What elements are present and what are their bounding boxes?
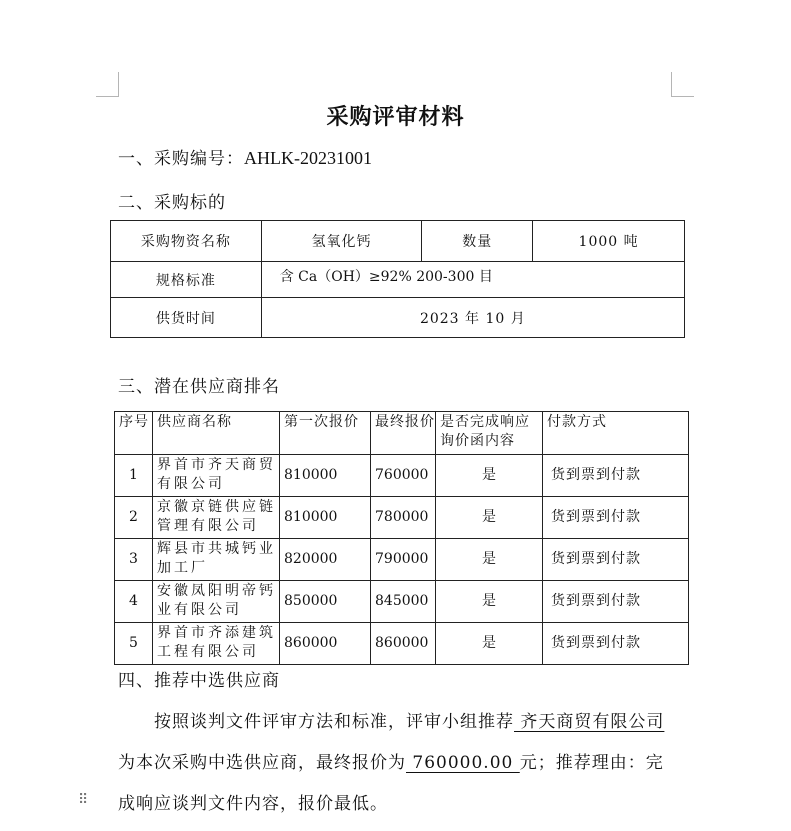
header-cell: 最终报价 bbox=[371, 412, 436, 455]
section-procurement-number bbox=[118, 144, 372, 169]
response-complete-cell: 是 bbox=[436, 497, 543, 539]
table-row bbox=[115, 497, 689, 539]
quantity-value: 1000 吨 bbox=[533, 221, 685, 262]
payment-method-cell: 货到票到付款 bbox=[543, 497, 689, 539]
section-label: 一、采购编号： bbox=[118, 149, 244, 169]
first-quote-cell: 810000 bbox=[280, 455, 371, 497]
supplier-name-cell: 界首市齐天商贸有限公司 bbox=[153, 455, 280, 497]
header-cell: 第一次报价 bbox=[280, 412, 371, 455]
page-corner-mark-top-right bbox=[671, 72, 694, 97]
response-complete-cell: 是 bbox=[436, 581, 543, 623]
drag-handle-icon[interactable]: ⠿ bbox=[78, 792, 89, 808]
first-quote-cell: 860000 bbox=[280, 623, 371, 665]
rank-cell: 1 bbox=[115, 455, 153, 497]
payment-method-cell: 货到票到付款 bbox=[543, 581, 689, 623]
table-row bbox=[111, 298, 685, 338]
spec-label: 规格标准 bbox=[111, 262, 262, 298]
table-row bbox=[115, 623, 689, 665]
final-quote-cell: 790000 bbox=[371, 539, 436, 581]
rank-cell: 4 bbox=[115, 581, 153, 623]
spec-value: 含 Ca（OH）≥92% 200-300 目 bbox=[261, 262, 684, 298]
final-quote-cell: 860000 bbox=[371, 623, 436, 665]
payment-method-cell: 货到票到付款 bbox=[543, 455, 689, 497]
header-cell: 供应商名称 bbox=[153, 412, 280, 455]
quantity-label: 数量 bbox=[422, 221, 533, 262]
payment-method-cell: 货到票到付款 bbox=[543, 539, 689, 581]
rank-cell: 3 bbox=[115, 539, 153, 581]
final-price: 760000.00 bbox=[406, 753, 520, 773]
supplier-table bbox=[114, 411, 689, 665]
section-procurement-item: 二、采购标的 bbox=[118, 193, 226, 213]
item-name-label: 采购物资名称 bbox=[111, 221, 262, 262]
table-row bbox=[115, 539, 689, 581]
page-corner-mark-top-left bbox=[96, 72, 119, 97]
payment-method-cell: 货到票到付款 bbox=[543, 623, 689, 665]
item-table bbox=[110, 220, 685, 338]
recommendation-text: 为本次采购中选供应商，最终报价为 bbox=[118, 753, 406, 773]
supplier-name-cell: 安徽凤阳明帝钙业有限公司 bbox=[153, 581, 280, 623]
section-supplier-ranking: 三、潜在供应商排名 bbox=[118, 377, 280, 397]
document-title: 采购评审材料 bbox=[326, 105, 465, 130]
header-cell: 付款方式 bbox=[543, 412, 689, 455]
final-quote-cell: 780000 bbox=[371, 497, 436, 539]
supplier-name-cell: 辉县市共城钙业加工厂 bbox=[153, 539, 280, 581]
item-name-value: 氢氧化钙 bbox=[261, 221, 422, 262]
table-row bbox=[115, 455, 689, 497]
procurement-code: AHLK-20231001 bbox=[244, 148, 372, 168]
response-complete-cell: 是 bbox=[436, 623, 543, 665]
recommendation-paragraph bbox=[118, 702, 676, 825]
supplier-name-cell: 京徽京链供应链管理有限公司 bbox=[153, 497, 280, 539]
recommendation-text: 元；推荐理由：完成响应谈判文件内容，报价最低。 bbox=[118, 753, 664, 814]
supplier-name-cell: 界首市齐添建筑工程有限公司 bbox=[153, 623, 280, 665]
final-quote-cell: 845000 bbox=[371, 581, 436, 623]
recommended-supplier-name: 齐天商贸有限公司 bbox=[514, 712, 665, 732]
final-quote-cell: 760000 bbox=[371, 455, 436, 497]
delivery-time-value: 2023 年 10 月 bbox=[261, 298, 684, 338]
first-quote-cell: 850000 bbox=[280, 581, 371, 623]
first-quote-cell: 810000 bbox=[280, 497, 371, 539]
first-quote-cell: 820000 bbox=[280, 539, 371, 581]
header-cell: 序号 bbox=[115, 412, 153, 455]
section-recommended-supplier: 四、推荐中选供应商 bbox=[118, 671, 280, 691]
recommendation-text: 按照谈判文件评审方法和标准，评审小组推荐 bbox=[154, 712, 514, 732]
delivery-time-label: 供货时间 bbox=[111, 298, 262, 338]
table-row bbox=[111, 221, 685, 262]
response-complete-cell: 是 bbox=[436, 455, 543, 497]
table-row bbox=[115, 581, 689, 623]
response-complete-cell: 是 bbox=[436, 539, 543, 581]
table-header-row bbox=[115, 412, 689, 455]
table-row bbox=[111, 262, 685, 298]
header-cell: 是否完成响应询价函内容 bbox=[436, 412, 543, 455]
rank-cell: 2 bbox=[115, 497, 153, 539]
rank-cell: 5 bbox=[115, 623, 153, 665]
